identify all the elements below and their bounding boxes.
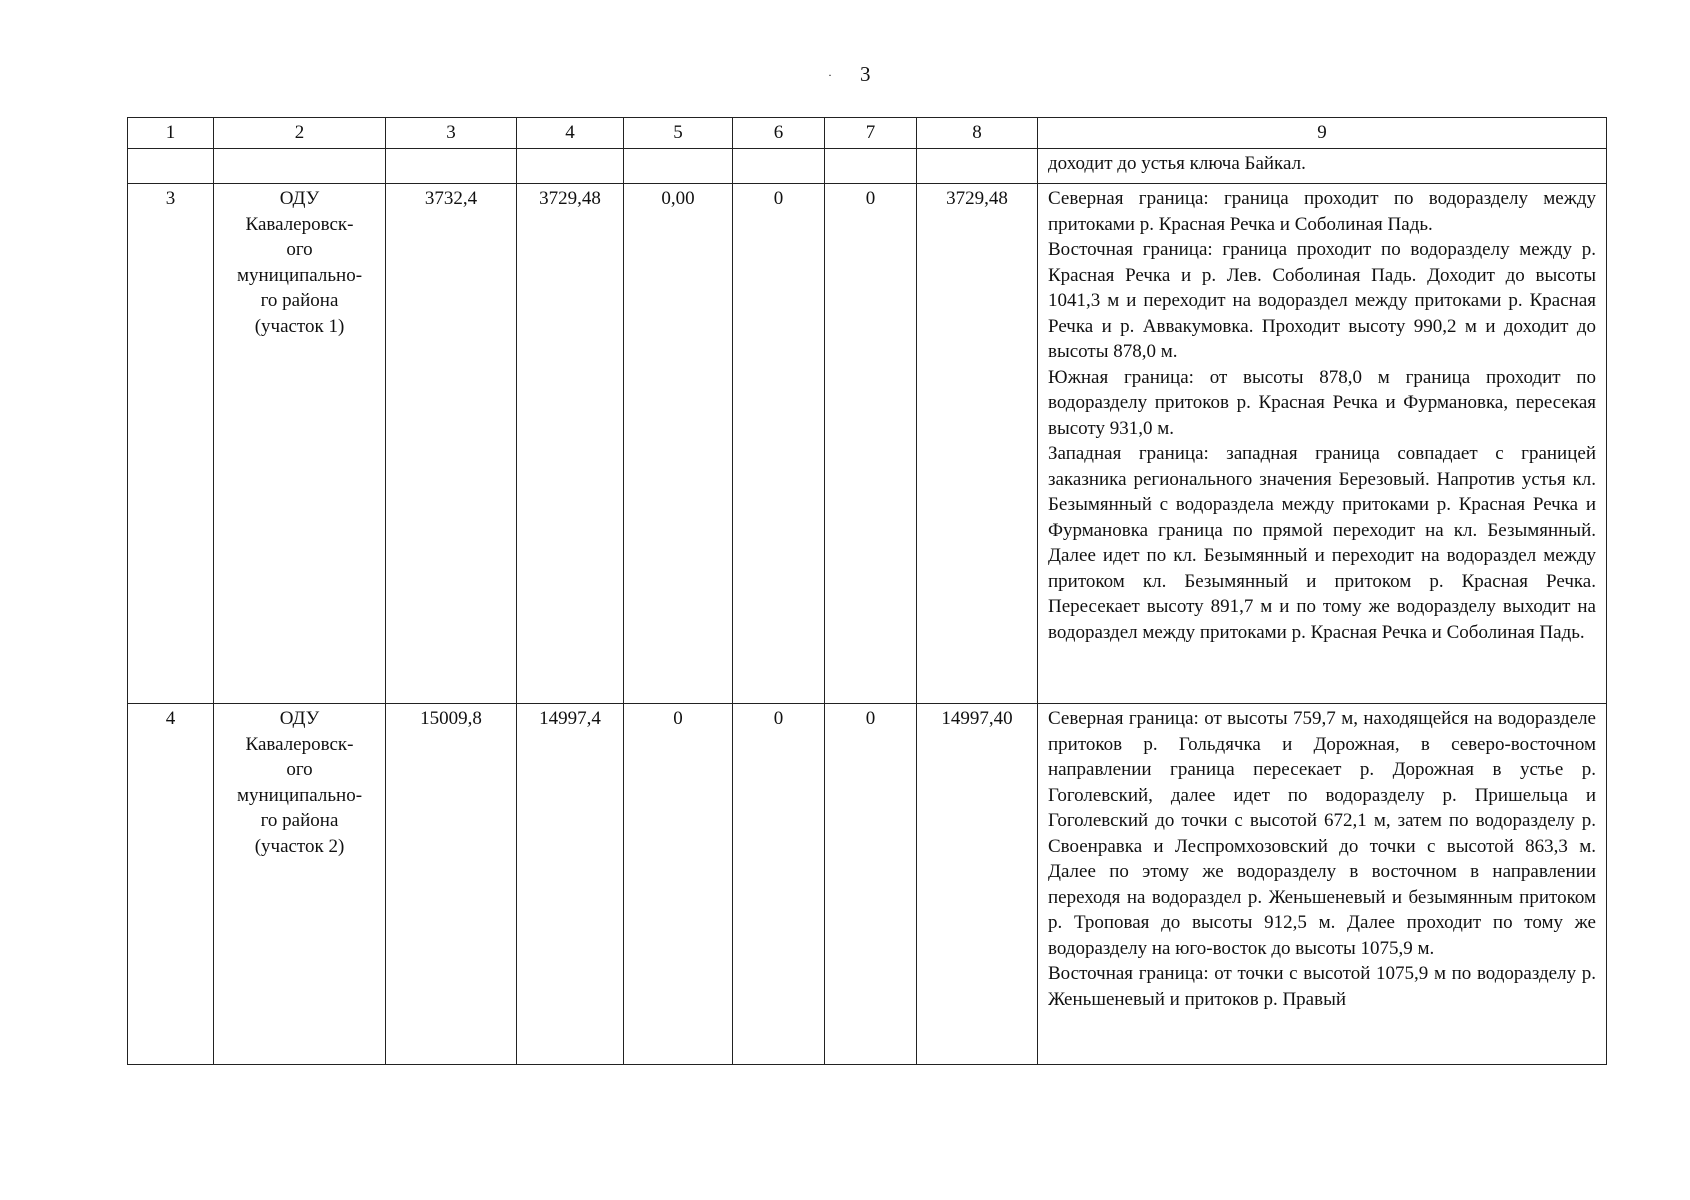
area-name-line: Кавалеровск- xyxy=(245,213,354,235)
header-cell: 1 xyxy=(128,118,214,149)
value-col3: 15009,8 xyxy=(386,704,517,1065)
table-row xyxy=(128,704,1607,1065)
header-cell: 9 xyxy=(1038,118,1607,149)
row-number: 4 xyxy=(128,704,214,1065)
header-cell: 7 xyxy=(825,118,917,149)
value-col4: 3729,48 xyxy=(517,184,624,704)
continuation-row xyxy=(128,149,1607,184)
value-col5: 0,00 xyxy=(624,184,733,704)
header-cell: 5 xyxy=(624,118,733,149)
value-col4: 14997,4 xyxy=(517,704,624,1065)
area-name-line: ОДУ xyxy=(279,188,320,209)
boundary-paragraph: Северная граница: граница проходит по водоразделу между притоками р. Красная Речка и Соболиная Падь. xyxy=(1048,188,1596,235)
area-name-line: ого xyxy=(286,239,313,260)
row-number: 3 xyxy=(128,184,214,704)
area-name-line: го района xyxy=(260,810,339,831)
header-cell: 2 xyxy=(214,118,386,149)
table-row xyxy=(128,184,1607,704)
page-number: 3 xyxy=(860,62,871,86)
value-col6: 0 xyxy=(733,704,825,1065)
area-name-line: муниципально- xyxy=(236,264,363,286)
empty-cell xyxy=(825,149,917,184)
area-name-line: Кавалеровск- xyxy=(245,733,354,755)
value-col5: 0 xyxy=(624,704,733,1065)
area-name-line: го района xyxy=(260,290,339,311)
empty-cell xyxy=(917,149,1038,184)
boundary-description xyxy=(1038,704,1607,1065)
empty-cell xyxy=(733,149,825,184)
value-col8: 3729,48 xyxy=(917,184,1038,704)
area-name xyxy=(214,184,386,704)
empty-cell xyxy=(517,149,624,184)
empty-cell xyxy=(214,149,386,184)
area-name-line: ОДУ xyxy=(279,708,320,729)
empty-cell xyxy=(128,149,214,184)
area-name xyxy=(214,704,386,1065)
header-row xyxy=(128,118,1607,149)
header-cell: 6 xyxy=(733,118,825,149)
boundary-table xyxy=(127,117,1607,1065)
continuation-text: доходит до устья ключа Байкал. xyxy=(1038,149,1607,184)
boundary-paragraph: Восточная граница: граница проходит по водоразделу между р. Красная Речка и р. Лев. Соболиная Падь. Доходит до высоты 1041,3 м и переходит на водораздел между притоками р. Красная Речка и р. Аввакумовка. Проходит высоту 990,2 м и доходит до высоты 878,0 м. xyxy=(1048,239,1596,362)
value-col8: 14997,40 xyxy=(917,704,1038,1065)
empty-cell xyxy=(624,149,733,184)
value-col7: 0 xyxy=(825,184,917,704)
header-cell: 4 xyxy=(517,118,624,149)
boundary-paragraph: Северная граница: от высоты 759,7 м, находящейся на водоразделе притоков р. Гольдячка и Дорожная, в северо-восточном направлении граница пересекает р. Дорожная в устье р. Гоголевский, далее идет по водоразделу р. Пришельца и Гоголевский до точки с высотой 672,1 м, затем по водоразделу р. Своенравка и Леспромхозовский до точки с высотой 863,3 м. Далее по этому же водоразделу в восточном в направлении переходя на водораздел р. Женьшеневый и безымянным притоком р. Троповая до высоты 912,5 м. Далее проходит по тому же водоразделу на юго-восток до высоты 1075,9 м. xyxy=(1048,708,1596,959)
boundary-paragraph: Южная граница: от высоты 878,0 м граница проходит по водоразделу притоков р. Красная Речка и Фурмановка, пересекая высоту 931,0 м. xyxy=(1048,366,1596,439)
area-name-line: (участок 1) xyxy=(254,315,345,337)
value-col7: 0 xyxy=(825,704,917,1065)
boundary-description xyxy=(1038,184,1607,704)
value-col6: 0 xyxy=(733,184,825,704)
page-dot: · xyxy=(828,68,832,82)
boundary-paragraph: Восточная граница: от точки с высотой 1075,9 м по водоразделу р. Женьшеневый и притоков р. Правый xyxy=(1048,963,1596,1010)
area-name-line: ого xyxy=(286,759,313,780)
boundary-paragraph: Западная граница: западная граница совпадает с границей заказника регионального значения Березовый. Напротив устья кл. Безымянный с водораздела между притоками р. Красная Речка и Фурмановка граница по прямой переходит на кл. Безымянный. Далее идет по кл. Безымянный и переходит на водораздел между притоком кл. Безымянный и притоком р. Красная Речка. Пересекает высоту 891,7 м и по тому же водоразделу выходит на водораздел между притоками р. Красная Речка и Соболиная Падь. xyxy=(1048,443,1596,643)
empty-cell xyxy=(386,149,517,184)
area-name-line: муниципально- xyxy=(236,784,363,806)
area-name-line: (участок 2) xyxy=(254,835,345,857)
header-cell: 8 xyxy=(917,118,1038,149)
header-cell: 3 xyxy=(386,118,517,149)
value-col3: 3732,4 xyxy=(386,184,517,704)
